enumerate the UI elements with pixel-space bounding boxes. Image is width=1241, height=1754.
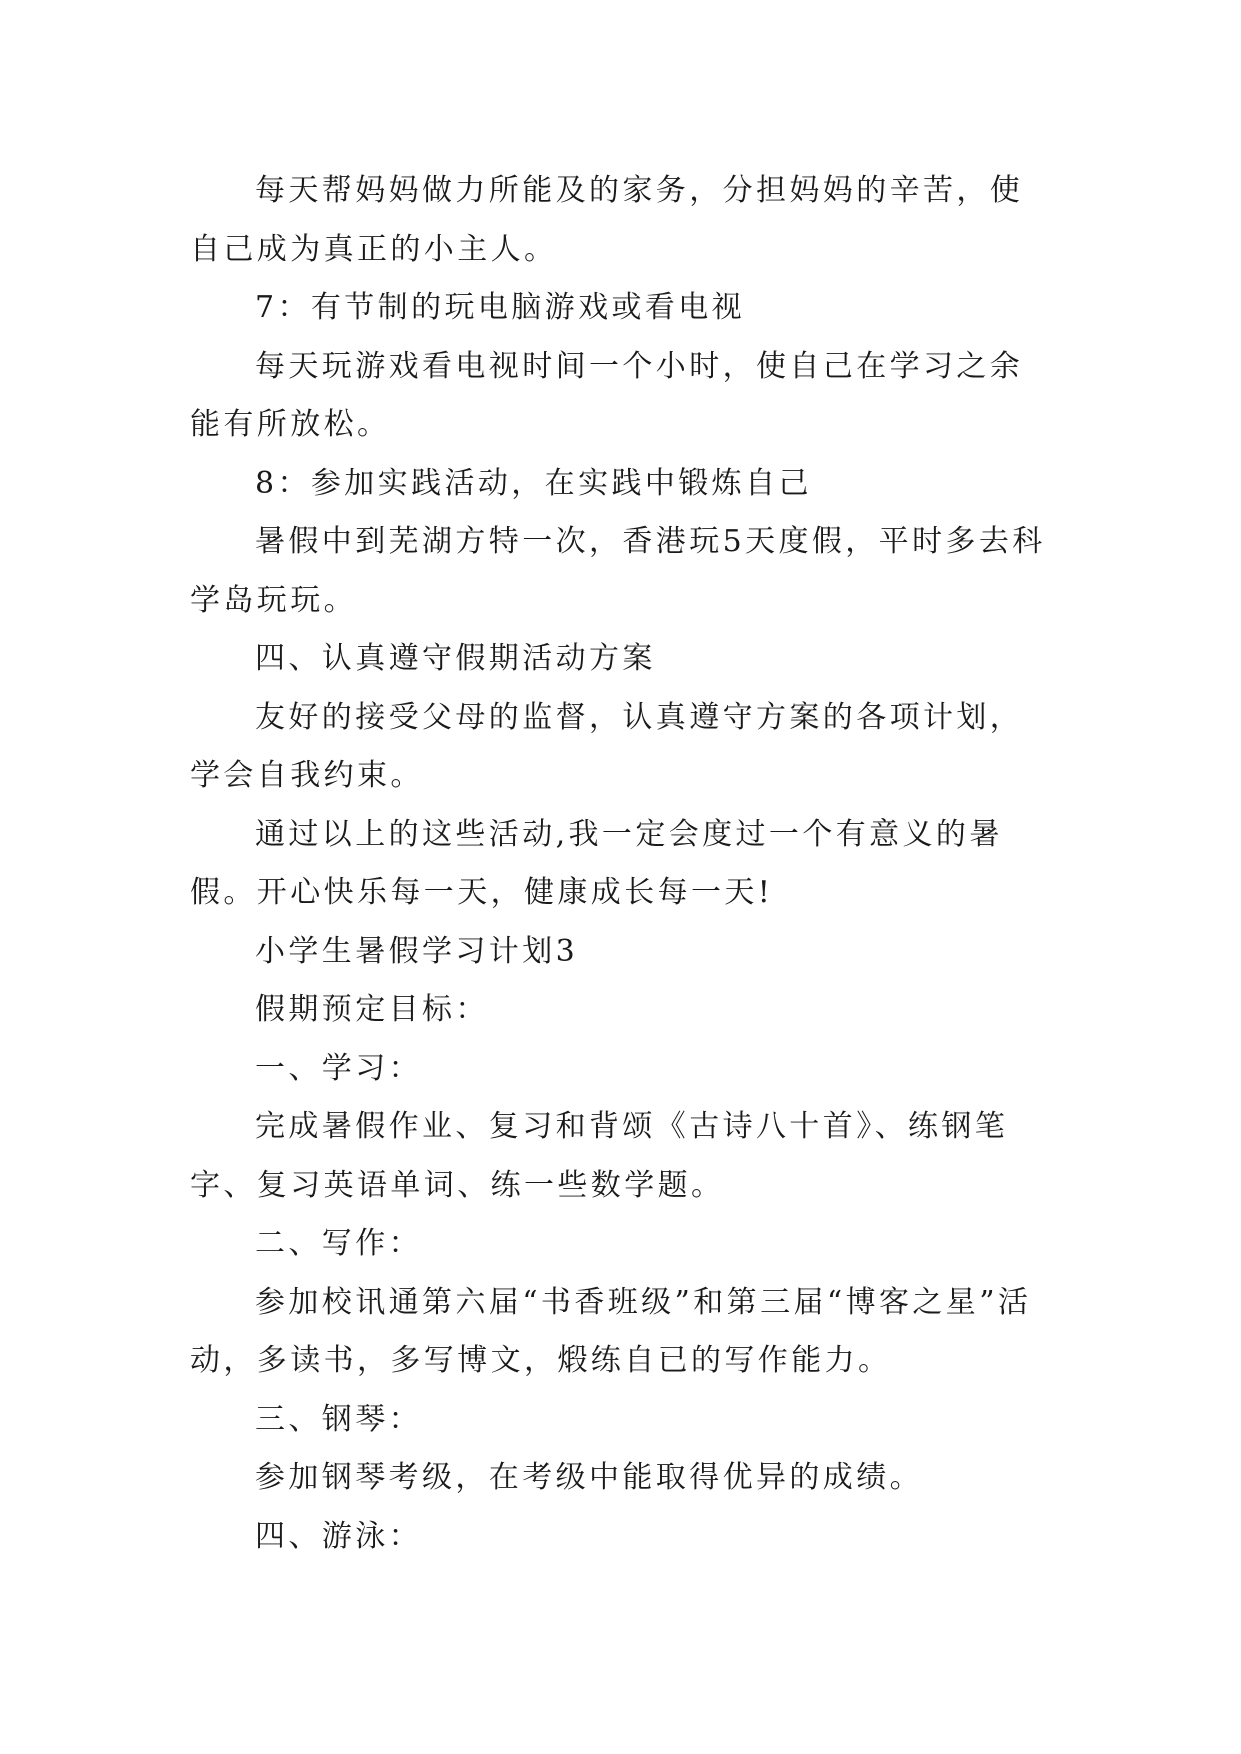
document-body xyxy=(190,162,1050,1566)
paragraph-heading-four: 四、认真遵守假期活动方案 xyxy=(255,641,656,676)
paragraph-housework: 每天帮妈妈做力所能及的家务，分担妈妈的辛苦，使自己成为真正的小主人。 xyxy=(190,173,1024,267)
paragraph-writing-tasks: 参加校讯通第六届“书香班级”和第三届“博客之星”活动，多读书，多写博文，煅练自已的写作能力。 xyxy=(190,1284,1032,1378)
paragraph-heading-7: 7：有节制的玩电脑游戏或看电视 xyxy=(255,290,746,325)
paragraph-heading-swimming: 四、游泳： xyxy=(255,1518,422,1554)
paragraph-study-tasks: 完成暑假作业、复习和背颂《古诗八十首》、练钢笔字、复习英语单词、练一些数学题。 xyxy=(190,1109,1009,1203)
paragraph-supervision: 友好的接受父母的监督，认真遵守方案的各项计划，学会自我约束。 xyxy=(190,699,1024,793)
paragraph-goals-heading: 假期预定目标： xyxy=(255,992,489,1027)
section-title-plan-3: 小学生暑假学习计划3 xyxy=(255,933,579,969)
paragraph-heading-study: 一、学习： xyxy=(255,1050,422,1086)
paragraph-heading-8: 8：参加实践活动，在实践中锻炼自己 xyxy=(255,465,812,501)
paragraph-heading-piano: 三、钢琴： xyxy=(255,1401,422,1437)
paragraph-piano-tasks: 参加钢琴考级，在考级中能取得优异的成绩。 xyxy=(255,1460,923,1495)
paragraph-games-tv: 每天玩游戏看电视时间一个小时，使自己在学习之余能有所放松。 xyxy=(190,348,1024,442)
paragraph-conclusion: 通过以上的这些活动,我一定会度过一个有意义的暑假。开心快乐每一天，健康成长每一天! xyxy=(190,816,1003,910)
paragraph-heading-writing: 二、写作： xyxy=(255,1226,422,1261)
paragraph-travel: 暑假中到芜湖方特一次，香港玩5天度假，平时多去科学岛玩玩。 xyxy=(190,524,1046,618)
